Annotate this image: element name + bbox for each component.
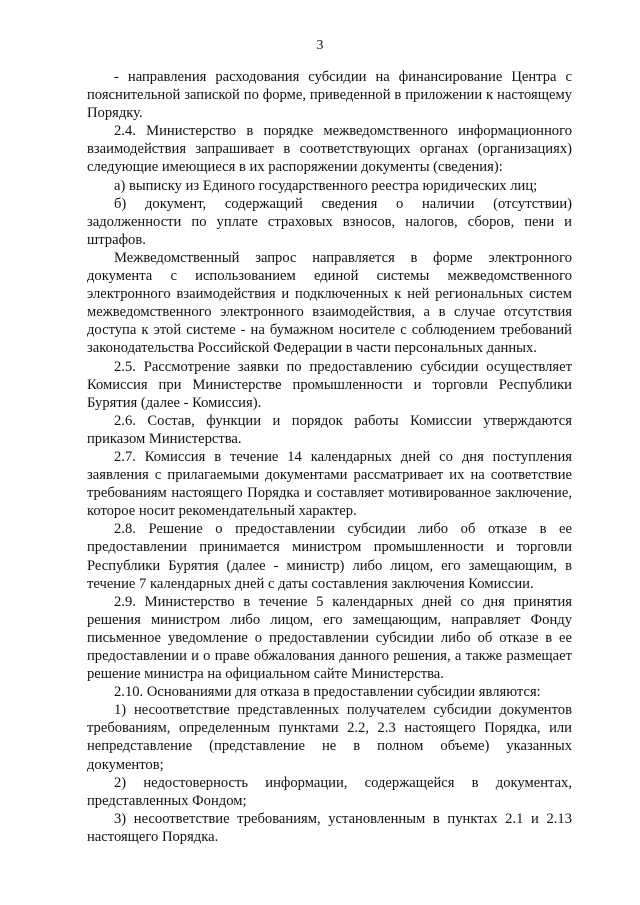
paragraph-interagency-request: Межведомственный запрос направляется в форме электронного документа с использованием единой системы межведомственного электронного взаимодействия и подключенных к ней региональных систем межведомственного электронного взаимодействия, а в случае отсутствия доступа к этой системе - на бумажном носителе с соблюдением требований законодательства Российской Федерации в части персональных данных. bbox=[87, 249, 572, 357]
paragraph-funding-directions: - направления расходования субсидии на финансирование Центра с пояснительной запиской по форме, приведенной в приложении к настоящему Порядку. bbox=[87, 69, 572, 122]
paragraph-2-4-b: б) документ, содержащий сведения о наличии (отсутствии) задолженности по уплате страховых взносов, налогов, сборов, пени и штрафов. bbox=[87, 195, 572, 248]
document-body bbox=[87, 68, 572, 846]
paragraph-2-10: 2.10. Основаниями для отказа в предоставлении субсидии являются: bbox=[114, 684, 541, 701]
paragraph-2-7: 2.7. Комиссия в течение 14 календарных дней со дня поступления заявления с прилагаемыми документами рассматривает их на соответствие требованиям настоящего Порядка и составляет мотивированное заключение, которое носит рекомендательный характер. bbox=[87, 448, 572, 520]
paragraph-2-4: 2.4. Министерство в порядке межведомственного информационного взаимодействия запрашивает в соответствующих органах (организациях) следующие имеющиеся в их распоряжении документы (сведения): bbox=[87, 123, 572, 176]
paragraph-2-10-1: 1) несоответствие представленных получателем субсидии документов требованиям, определенным пунктами 2.2, 2.3 настоящего Порядка, или непредставление (представление не в полном объеме) указанных документов; bbox=[87, 702, 572, 773]
paragraph-2-10-3: 3) несоответствие требованиям, установленным в пунктах 2.1 и 2.13 настоящего Порядка. bbox=[87, 810, 572, 845]
paragraph-2-6: 2.6. Состав, функции и порядок работы Комиссии утверждаются приказом Министерства. bbox=[87, 412, 572, 447]
paragraph-2-4-a: а) выписку из Единого государственного реестра юридических лиц; bbox=[114, 177, 538, 194]
page-number: 3 bbox=[316, 37, 324, 52]
paragraph-2-8: 2.8. Решение о предоставлении субсидии либо об отказе в ее предоставлении принимается министром промышленности и торговли Республики Бурятия (далее - министр) либо лицом, его замещающим, в течение 7 календарных дней с даты составления заключения Комиссии. bbox=[87, 521, 572, 592]
paragraph-2-9: 2.9. Министерство в течение 5 календарных дней со дня принятия решения министром либо лицом, его замещающим, направляет Фонду письменное уведомление о предоставлении субсидии либо об отказе в ее предоставлении и о праве обжалования данного решения, а также размещает решение министра на официальном сайте Министерства. bbox=[87, 593, 572, 683]
paragraph-2-5: 2.5. Рассмотрение заявки по предоставлению субсидии осуществляет Комиссия при Министерстве промышленности и торговли Республики Бурятия (далее - Комиссия). bbox=[87, 358, 572, 411]
paragraph-2-10-2: 2) недостоверность информации, содержащейся в документах, представленных Фондом; bbox=[87, 774, 572, 809]
